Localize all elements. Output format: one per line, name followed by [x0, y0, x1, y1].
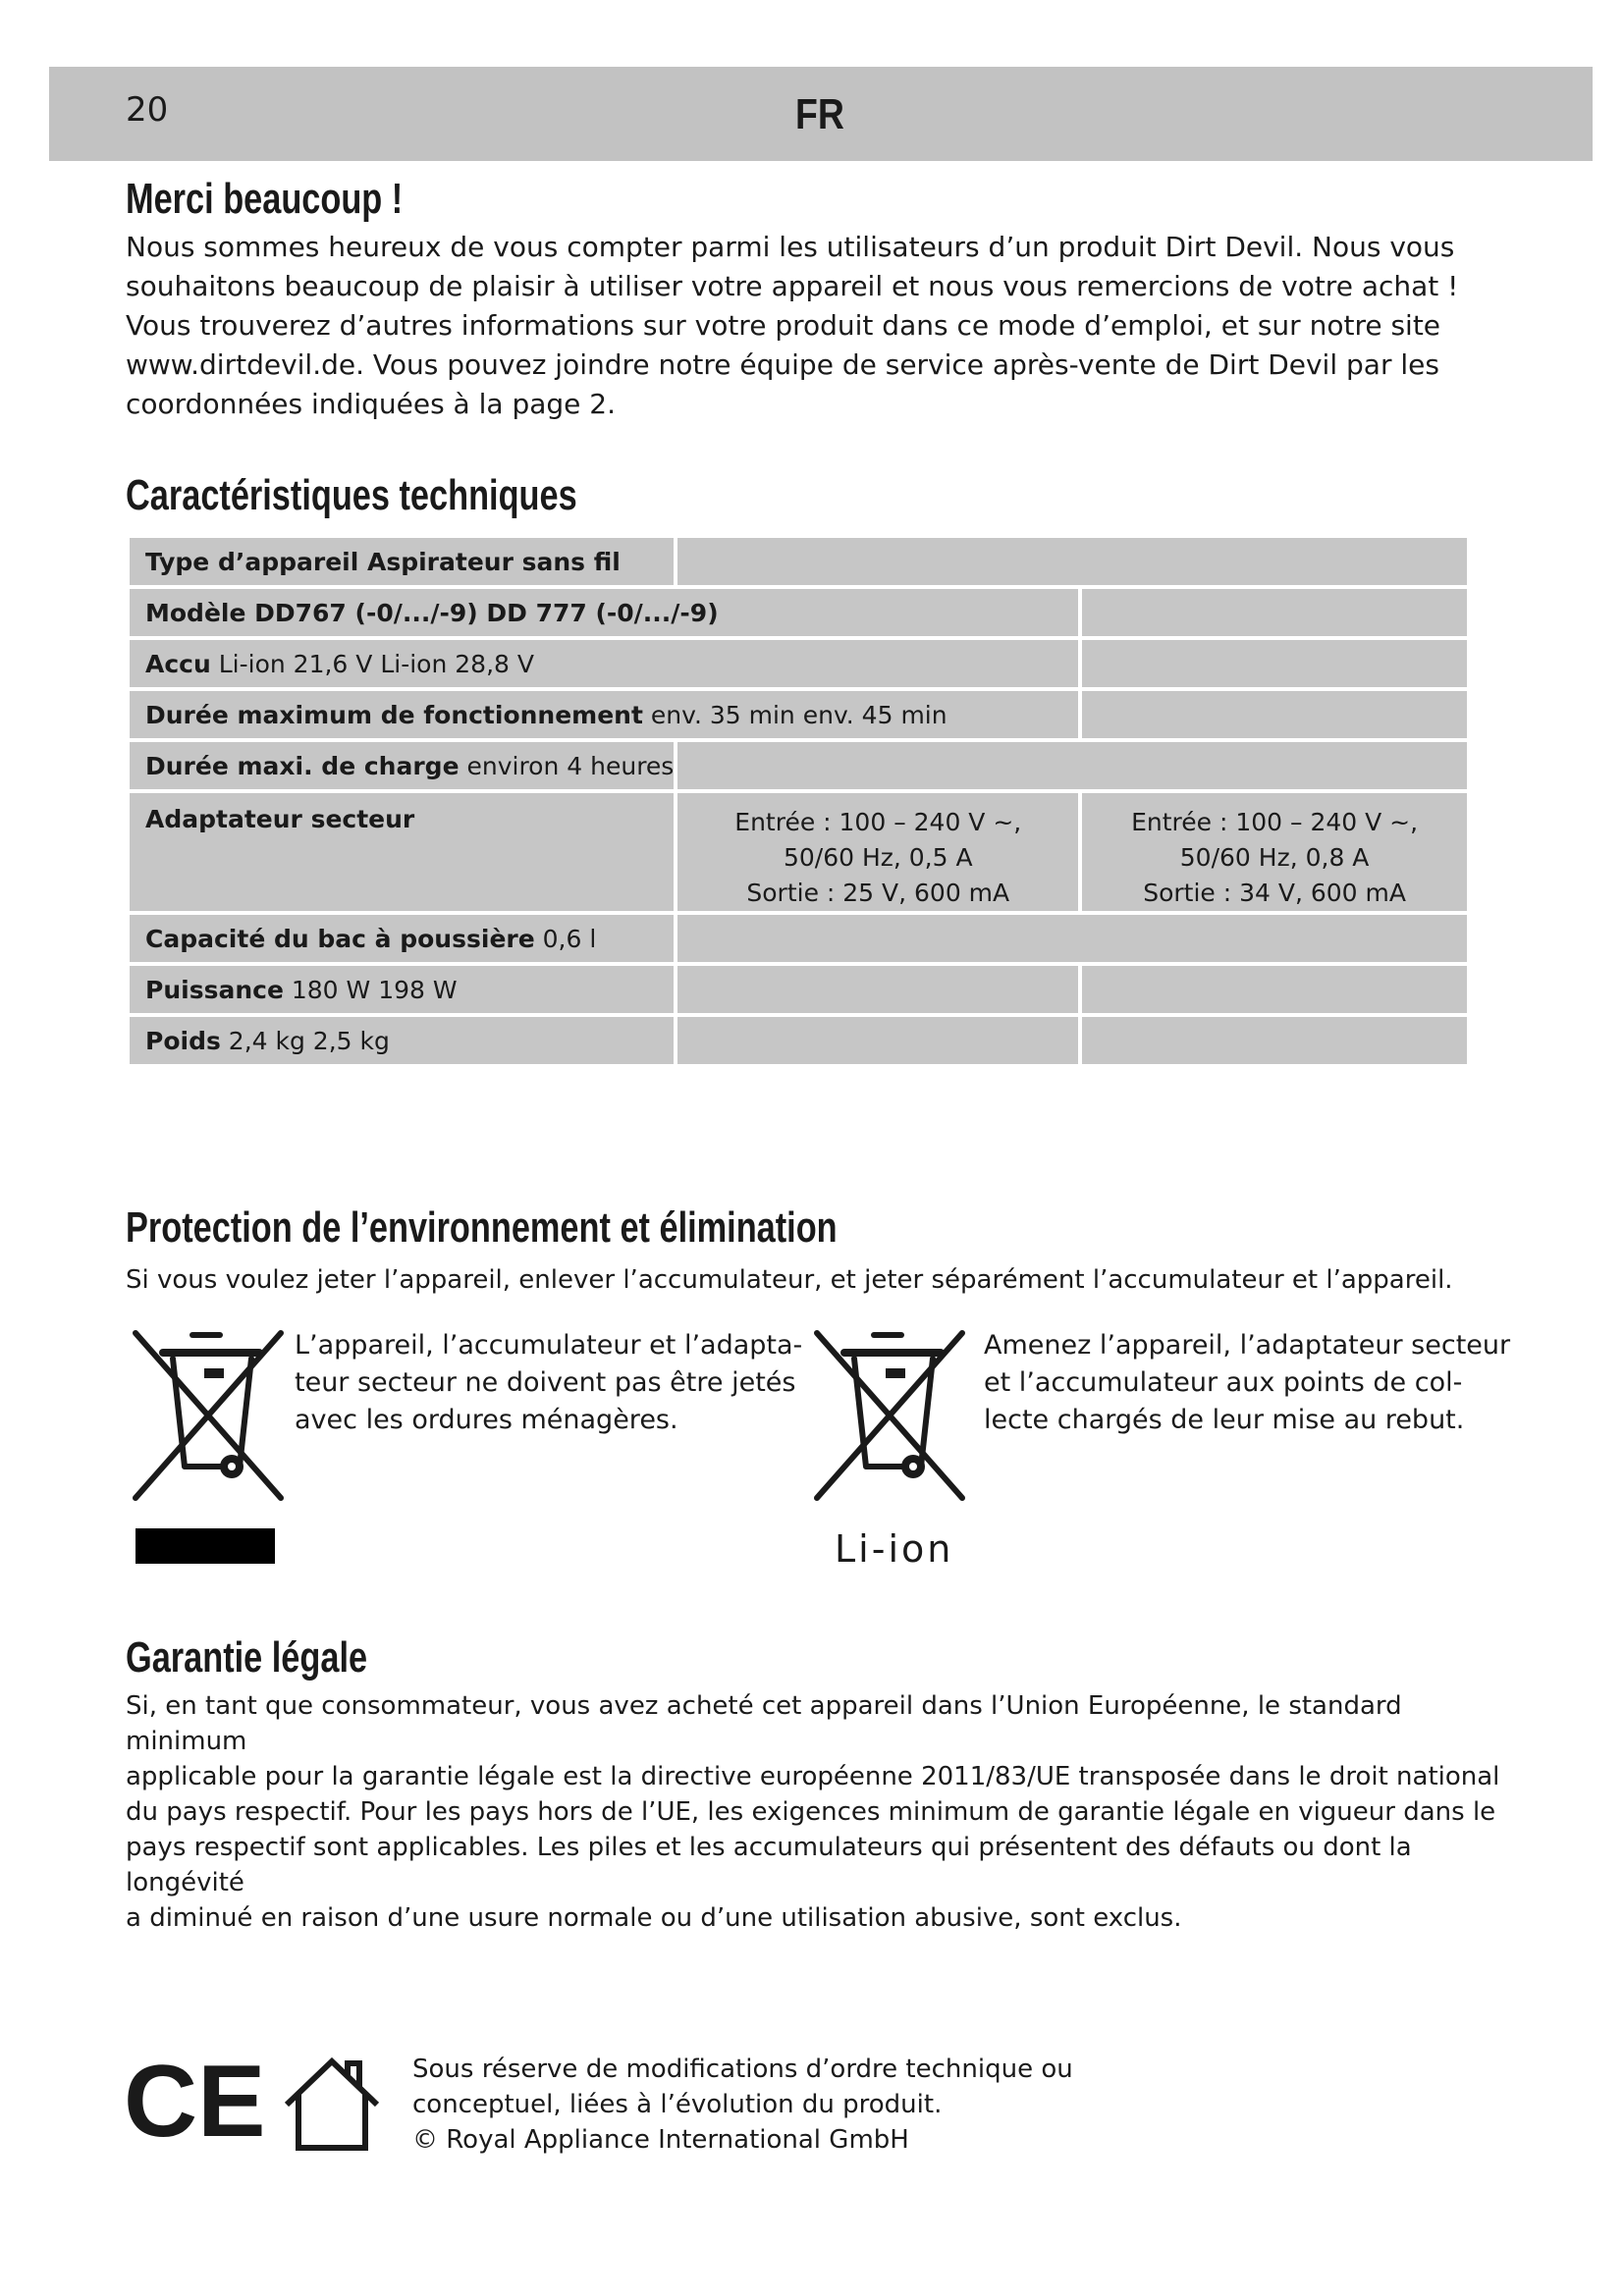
spec-row-weight — [130, 1017, 1467, 1064]
adapter-spec-dd767 — [677, 793, 1082, 911]
env-line: Amenez l’appareil, l’adaptateur secteur — [984, 1330, 1511, 1361]
thanks-line: Vous trouverez d’autres informations sur votre produit dans ce mode d’emploi, et sur notre site — [126, 309, 1441, 342]
house-icon — [281, 2052, 383, 2154]
env-line: lecte chargés de leur mise au rebut. — [984, 1405, 1465, 1435]
language-code: FR — [795, 90, 844, 138]
spec-label: Modèle DD767 (-0/.../-9) DD 777 (-0/.../-9) — [145, 598, 719, 627]
spec-table — [130, 534, 1467, 1068]
header-bar — [49, 67, 1593, 161]
spec-row-runtime — [130, 691, 1467, 738]
env-line: et l’accumulateur aux points de col- — [984, 1367, 1463, 1398]
spec-label: Puissance — [145, 975, 284, 1004]
spec-value: 2,4 kg 2,5 kg — [228, 1026, 390, 1055]
thanks-line: coordonnées indiquées à la page 2. — [126, 388, 616, 420]
environment-intro: Si vous voulez jeter l’appareil, enlever l’accumulateur, et jeter séparément l’accumulateur et l’appareil. — [126, 1265, 1453, 1295]
crossed-bin-li-ion-icon — [807, 1323, 974, 1510]
spec-row-battery — [130, 640, 1467, 687]
warranty-heading: Garantie légale — [126, 1633, 368, 1682]
adapter-frequency: 50/60 Hz, 0,5 A — [783, 843, 973, 872]
warranty-line: Si, en tant que consommateur, vous avez acheté cet appareil dans l’Union Européenne, le standard minimum — [126, 1691, 1402, 1756]
environment-right-text — [984, 1327, 1510, 1439]
warranty-line: du pays respectif. Pour les pays hors de l’UE, les exigences minimum de garantie légale en vigueur dans le — [126, 1797, 1496, 1827]
spec-row-type — [130, 538, 1467, 585]
thanks-heading: Merci beaucoup ! — [126, 175, 404, 223]
spec-row-dust-capacity — [130, 915, 1467, 962]
spec-row-charge-time — [130, 742, 1467, 789]
specs-heading: Caractéristiques techniques — [126, 471, 577, 519]
spec-value: environ 4 heures — [466, 751, 675, 780]
adapter-spec-dd777 — [1082, 793, 1467, 911]
page-number: 20 — [126, 90, 169, 130]
adapter-input: Entrée : 100 – 240 V ~, — [1131, 808, 1419, 836]
thanks-line: Nous sommes heureux de vous compter parmi les utilisateurs d’un produit Dirt Devil. Nous vous — [126, 231, 1455, 263]
warranty-line: a diminué en raison d’une usure normale ou d’une utilisation abusive, sont exclus. — [126, 1903, 1182, 1933]
ce-mark-text: CE — [124, 2054, 266, 2148]
spec-label: Durée maximum de fonctionnement — [145, 700, 643, 729]
spec-row-model — [130, 589, 1467, 636]
environment-left-text — [295, 1327, 802, 1439]
thanks-paragraph — [126, 228, 1461, 424]
spec-label: Capacité du bac à poussière — [145, 924, 535, 953]
warranty-paragraph — [126, 1688, 1500, 1936]
weee-bar-symbol — [135, 1528, 275, 1564]
spec-label: Type d’appareil Aspirateur sans fil — [145, 547, 621, 576]
spec-row-power — [130, 966, 1467, 1013]
adapter-output: Sortie : 25 V, 600 mA — [746, 879, 1010, 907]
li-ion-label: Li-ion — [835, 1527, 954, 1571]
adapter-output: Sortie : 34 V, 600 mA — [1143, 879, 1406, 907]
spec-label: Durée maxi. de charge — [145, 751, 460, 780]
spec-value: env. 35 min env. 45 min — [650, 700, 947, 729]
warranty-line: pays respectif sont applicables. Les piles et les accumulateurs qui présentent des défauts ou dont la longévité — [126, 1833, 1412, 1897]
env-line: teur secteur ne doivent pas être jetés — [295, 1367, 796, 1398]
spec-label: Accu — [145, 649, 211, 678]
crossed-bin-icon — [126, 1323, 293, 1510]
footer-line: Sous réserve de modifications d’ordre technique ou — [412, 2055, 1073, 2084]
spec-label: Adaptateur secteur — [145, 805, 415, 833]
adapter-input: Entrée : 100 – 240 V ~, — [734, 808, 1022, 836]
env-line: avec les ordures ménagères. — [295, 1405, 678, 1435]
env-line: L’appareil, l’accumulateur et l’adapta- — [295, 1330, 803, 1361]
footer-line: © Royal Appliance International GmbH — [412, 2125, 909, 2155]
spec-value: 180 W 198 W — [291, 975, 458, 1004]
spec-value: Li-ion 21,6 V Li-ion 28,8 V — [218, 649, 534, 678]
thanks-line: www.dirtdevil.de. Vous pouvez joindre notre équipe de service après-vente de Dirt Devil par les — [126, 348, 1439, 381]
footer-notice — [412, 2052, 1073, 2158]
adapter-frequency: 50/60 Hz, 0,8 A — [1179, 843, 1370, 872]
thanks-line: souhaitons beaucoup de plaisir à utiliser votre appareil et nous vous remercions de votre achat ! — [126, 270, 1459, 302]
spec-label: Poids — [145, 1026, 221, 1055]
spec-row-adapter — [130, 793, 1467, 911]
spec-value: 0,6 l — [542, 924, 597, 953]
footer-line: conceptuel, liées à l’évolution du produit. — [412, 2090, 943, 2119]
environment-heading: Protection de l’environnement et élimination — [126, 1203, 838, 1252]
warranty-line: applicable pour la garantie légale est la directive européenne 2011/83/UE transposée dans le droit national — [126, 1762, 1500, 1791]
ce-mark-icon — [124, 2054, 267, 2148]
